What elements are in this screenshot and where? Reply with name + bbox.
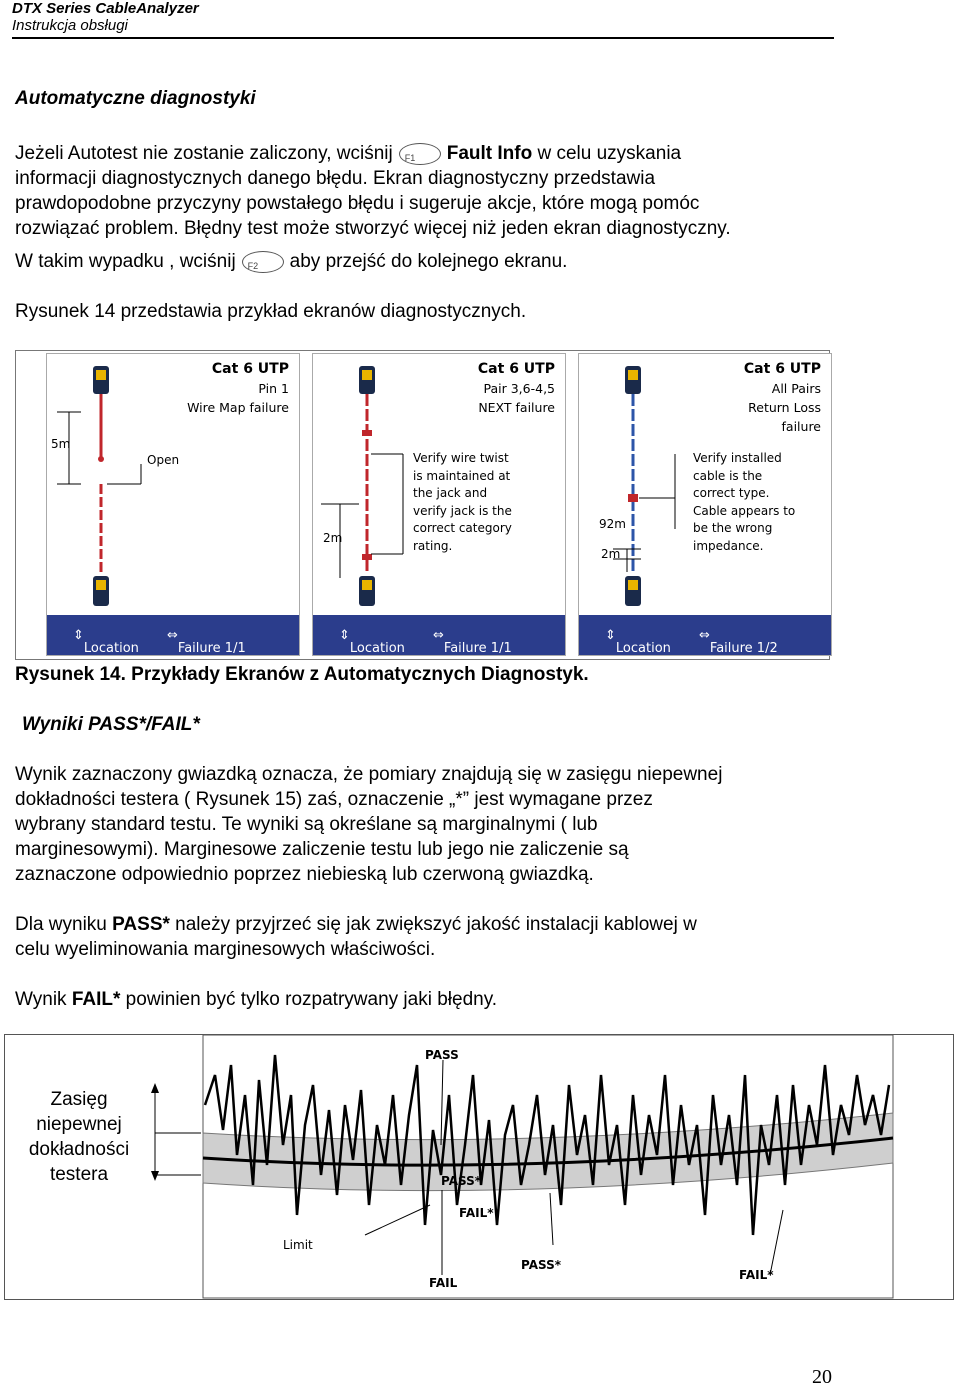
location-softkey[interactable]: ⇕ Location: [339, 628, 405, 656]
paragraph-line: wybrany standard testu. Te wyniki są określane są marginalnymi ( lub: [15, 814, 598, 835]
pass-star-label: PASS*: [441, 1174, 482, 1188]
page-number: 20: [812, 1366, 832, 1388]
text: Jeżeli Autotest nie zostanie zaliczony, wciśnij: [15, 143, 393, 164]
fail-star-label-2: FAIL*: [739, 1268, 774, 1282]
fail-star-label: FAIL*: [459, 1206, 494, 1220]
text: w celu uzyskania: [537, 143, 682, 164]
diagnostic-screen-3: [578, 353, 832, 656]
distance-label: 92m: [599, 517, 626, 531]
fault-info-label: Fault Info: [446, 143, 533, 164]
paragraph-line: informacji diagnostycznych danego błędu. Ekran diagnostyczny przedstawia: [15, 168, 656, 189]
distance-label: 5m: [51, 437, 71, 451]
screen-footer: [313, 615, 565, 655]
f1-key-icon: F1: [399, 143, 441, 165]
distance-label: 2m: [601, 547, 621, 561]
screen-footer: [579, 615, 831, 655]
screen-header: Cat 6 UTP All Pairs Return Loss failure: [743, 361, 821, 434]
diagnostic-screen-2: [312, 353, 566, 656]
paragraph-line: marginesowymi). Marginesowe zaliczenie testu lub jego nie zaliczenie są: [15, 839, 629, 860]
screen-header: Cat 6 UTP Pair 3,6-4,5 NEXT failure: [477, 361, 555, 415]
paragraph-line: Wynik zaznaczony gwiazdką oznacza, że pomiary znajdują się w zasięgu niepewnej: [15, 764, 723, 785]
f2-key-icon: F2: [242, 251, 284, 273]
diagnostic-screen-1: [46, 353, 300, 656]
paragraph-line: prawdopodobne przyczyny powstałego błędu i sugeruje akcje, które mogą pomóc: [15, 193, 700, 214]
paragraph-line: [15, 249, 567, 274]
location-softkey[interactable]: ⇕ Location: [73, 628, 139, 656]
paragraph-line: [15, 141, 681, 166]
diagnostic-note: Verify wire twist is maintained at the jack and verify jack is the correct category rating.: [413, 451, 512, 553]
screen-header: Cat 6 UTP Pin 1 Wire Map failure: [187, 361, 289, 415]
diagnostic-note: Verify installed cable is the correct type. Cable appears to be the wrong impedance.: [693, 451, 796, 553]
uncertainty-range-label: Zasięg niepewnej dokładności testera: [28, 1089, 130, 1185]
fail-label: FAIL: [429, 1276, 458, 1290]
doc-header-title: DTX Series CableAnalyzer: [12, 0, 199, 17]
section-heading-diagnostics: Automatyczne diagnostyki: [15, 88, 256, 109]
section-heading-pass-fail: Wyniki PASS*/FAIL*: [22, 714, 200, 735]
failure-softkey[interactable]: ⇔ Failure 1/2: [699, 628, 778, 656]
distance-label: 2m: [323, 531, 343, 545]
text: W takim wypadku , wciśnij: [15, 251, 236, 272]
paragraph-line: Rysunek 14 przedstawia przykład ekranów diagnostycznych.: [15, 301, 527, 322]
paragraph-line: zaznaczone odpowiednio poprzez niebieską lub czerwoną gwiazdką.: [15, 864, 594, 885]
paragraph-line: rozwiązać problem. Błędny test może stworzyć więcej niż jeden ekran diagnostyczny.: [15, 218, 731, 239]
paragraph-line: Dla wyniku PASS* należy przyjrzeć się jak zwiększyć jakość instalacji kablowej w: [15, 914, 697, 935]
wire-diagram: [47, 354, 299, 614]
header-rule: [12, 37, 834, 39]
fail-star-term: FAIL*: [71, 989, 121, 1010]
text: aby przejść do kolejnego ekranu.: [289, 251, 568, 272]
figure-14-caption: Rysunek 14. Przykłady Ekranów z Automatycznych Diagnostyk.: [15, 664, 589, 685]
failure-softkey[interactable]: ⇔ Failure 1/1: [167, 628, 246, 656]
paragraph-line: celu wyeliminowania marginesowych właściwości.: [15, 939, 436, 960]
pass-star-label-2: PASS*: [521, 1258, 562, 1272]
paragraph-line: Wynik FAIL* powinien być tylko rozpatrywany jaki błędny.: [15, 989, 498, 1010]
doc-header-subtitle: Instrukcja obsługi: [12, 17, 128, 34]
diagnostic-note: Open: [147, 453, 180, 467]
figure-14-screens: [15, 350, 830, 660]
pass-label: PASS: [425, 1048, 459, 1062]
screen-footer: [47, 615, 299, 655]
location-softkey[interactable]: ⇕ Location: [605, 628, 671, 656]
figure-15-uncertainty: [4, 1034, 954, 1300]
paragraph-line: dokładności testera ( Rysunek 15) zaś, oznaczenie „*” jest wymagane przez: [15, 789, 653, 810]
failure-softkey[interactable]: ⇔ Failure 1/1: [433, 628, 512, 656]
pass-star-term: PASS*: [112, 914, 170, 935]
limit-label: Limit: [283, 1238, 313, 1252]
margin-graph: [5, 1035, 953, 1299]
